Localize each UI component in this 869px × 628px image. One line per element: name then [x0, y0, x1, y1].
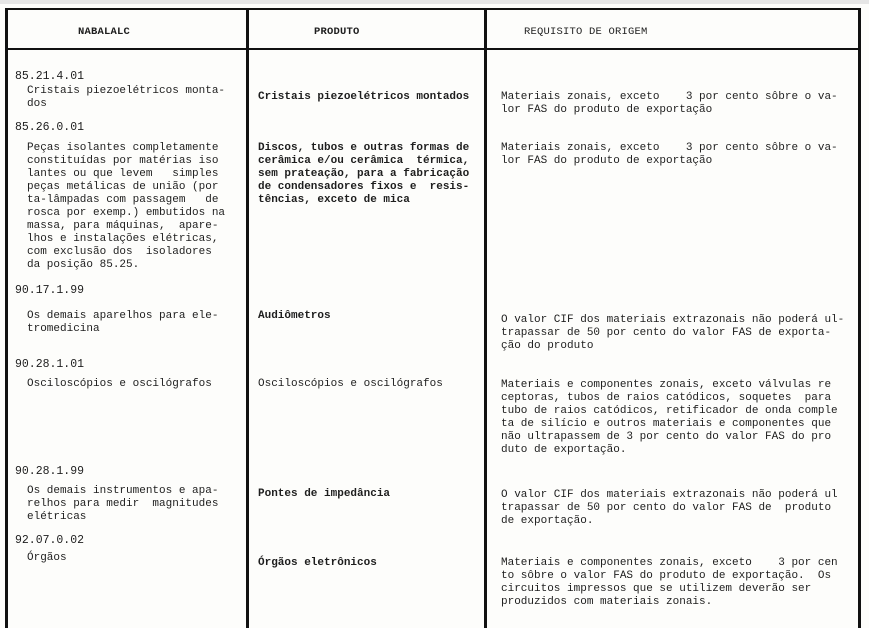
text-line: dos: [27, 98, 47, 110]
text-line: tromedicina: [27, 323, 100, 335]
produto-cell: [258, 91, 469, 104]
text-line: cerâmica e/ou cerâmica térmica,: [258, 155, 470, 167]
column-divider-1: [246, 8, 249, 628]
text-line: circuitos impressos que se utilizem deverão ser: [501, 583, 812, 595]
text-line: constituídas por matérias iso: [27, 155, 219, 167]
nabalalc-code: 92.07.0.02: [15, 534, 85, 547]
text-line: Os demais aparelhos para ele-: [27, 310, 219, 322]
text-line: relhos para medir magnitudes: [27, 498, 219, 510]
text-line: Audiômetros: [258, 310, 331, 322]
requisito-cell: [501, 314, 844, 353]
text-line: lantes ou que levem simples: [27, 168, 219, 180]
text-line: Materiais e componentes zonais, exceto 3 por cen: [501, 557, 838, 569]
table-top-border: [6, 8, 861, 10]
table-left-border: [5, 8, 8, 628]
nabalalc-description: [27, 142, 225, 272]
produto-cell: [258, 557, 377, 570]
text-line: lor FAS do produto de exportação: [501, 155, 713, 167]
text-line: Cristais piezoelétricos monta-: [27, 85, 226, 97]
requisito-cell: [501, 489, 838, 528]
text-line: Materiais zonais, exceto 3 por cento sôbre o va-: [501, 142, 838, 154]
text-line: trapassar de 50 por cento do valor FAS de produto: [501, 502, 832, 514]
text-line: Órgãos: [27, 552, 67, 564]
nabalalc-code: 85.26.0.01: [15, 121, 85, 134]
requisito-cell: [501, 142, 838, 168]
text-line: O valor CIF dos materiais extrazonais não poderá ul-: [501, 314, 845, 326]
text-line: massa, para máquinas, apare-: [27, 220, 219, 232]
text-line: Peças isolantes completamente: [27, 142, 219, 154]
nabalalc-code: 90.17.1.99: [15, 284, 85, 297]
text-line: Materiais zonais, exceto 3 por cento sôbre o va-: [501, 91, 838, 103]
text-line: ta de silício e outros materiais e componentes que: [501, 418, 832, 430]
nabalalc-description: [27, 85, 225, 111]
text-line: da posição 85.25.: [27, 259, 140, 271]
header-requisito: REQUISITO DE ORIGEM: [524, 26, 648, 38]
produto-cell: [258, 142, 469, 207]
text-line: de exportação.: [501, 515, 594, 527]
table-right-border: [858, 8, 861, 628]
text-line: ta-lâmpadas com passagem de: [27, 194, 219, 206]
text-line: to sôbre o valor FAS do produto de exportação. Os: [501, 570, 832, 582]
scan-top-edge: [0, 0, 869, 4]
text-line: Discos, tubos e outras formas de: [258, 142, 470, 154]
text-line: Pontes de impedância: [258, 488, 391, 500]
header-nabalalc: NABALALC: [78, 26, 131, 38]
produto-cell: [258, 488, 390, 501]
text-line: Osciloscópios e oscilógrafos: [27, 378, 212, 390]
text-line: lhos e instalações elétricas,: [27, 233, 219, 245]
text-line: lor FAS do produto de exportação: [501, 104, 713, 116]
text-line: Cristais piezoelétricos montados: [258, 91, 470, 103]
column-divider-2: [484, 8, 487, 628]
header-bottom-border: [6, 48, 861, 50]
text-line: ceptoras, tubos de raios catódicos, soquetes para: [501, 392, 832, 404]
text-line: produzidos com materiais zonais.: [501, 596, 713, 608]
nabalalc-code: 85.21.4.01: [15, 70, 85, 83]
text-line: duto de exportação.: [501, 444, 627, 456]
produto-cell: [258, 378, 443, 391]
text-line: Órgãos eletrônicos: [258, 557, 377, 569]
nabalalc-code: 90.28.1.99: [15, 465, 85, 478]
text-line: com exclusão dos isoladores: [27, 246, 212, 258]
produto-cell: [258, 310, 331, 323]
nabalalc-description: [27, 378, 212, 391]
requisito-cell: [501, 379, 838, 457]
nabalalc-code: 90.28.1.01: [15, 358, 85, 371]
text-line: peças metálicas de união (por: [27, 181, 219, 193]
text-line: Osciloscópios e oscilógrafos: [258, 378, 443, 390]
requisito-cell: [501, 557, 838, 609]
text-line: sem prateação, para a fabricação: [258, 168, 470, 180]
text-line: elétricas: [27, 511, 87, 523]
text-line: tubo de raios catódicos, retificador de onda comple: [501, 405, 838, 417]
header-produto: PRODUTO: [314, 26, 360, 38]
requisito-cell: [501, 91, 838, 117]
text-line: O valor CIF dos materiais extrazonais não poderá ul: [501, 489, 838, 501]
text-line: Materiais e componentes zonais, exceto válvulas re: [501, 379, 832, 391]
nabalalc-description: [27, 485, 218, 524]
nabalalc-description: [27, 552, 67, 565]
text-line: Os demais instrumentos e apa-: [27, 485, 219, 497]
text-line: de condensadores fixos e resis-: [258, 181, 470, 193]
text-line: trapassar de 50 por cento do valor FAS de exporta-: [501, 327, 832, 339]
text-line: ção do produto: [501, 340, 594, 352]
text-line: tências, exceto de mica: [258, 194, 410, 206]
text-line: não ultrapassem de 3 por cento do valor FAS do pro: [501, 431, 832, 443]
text-line: rosca por exemp.) embutidos na: [27, 207, 226, 219]
nabalalc-description: [27, 310, 218, 336]
